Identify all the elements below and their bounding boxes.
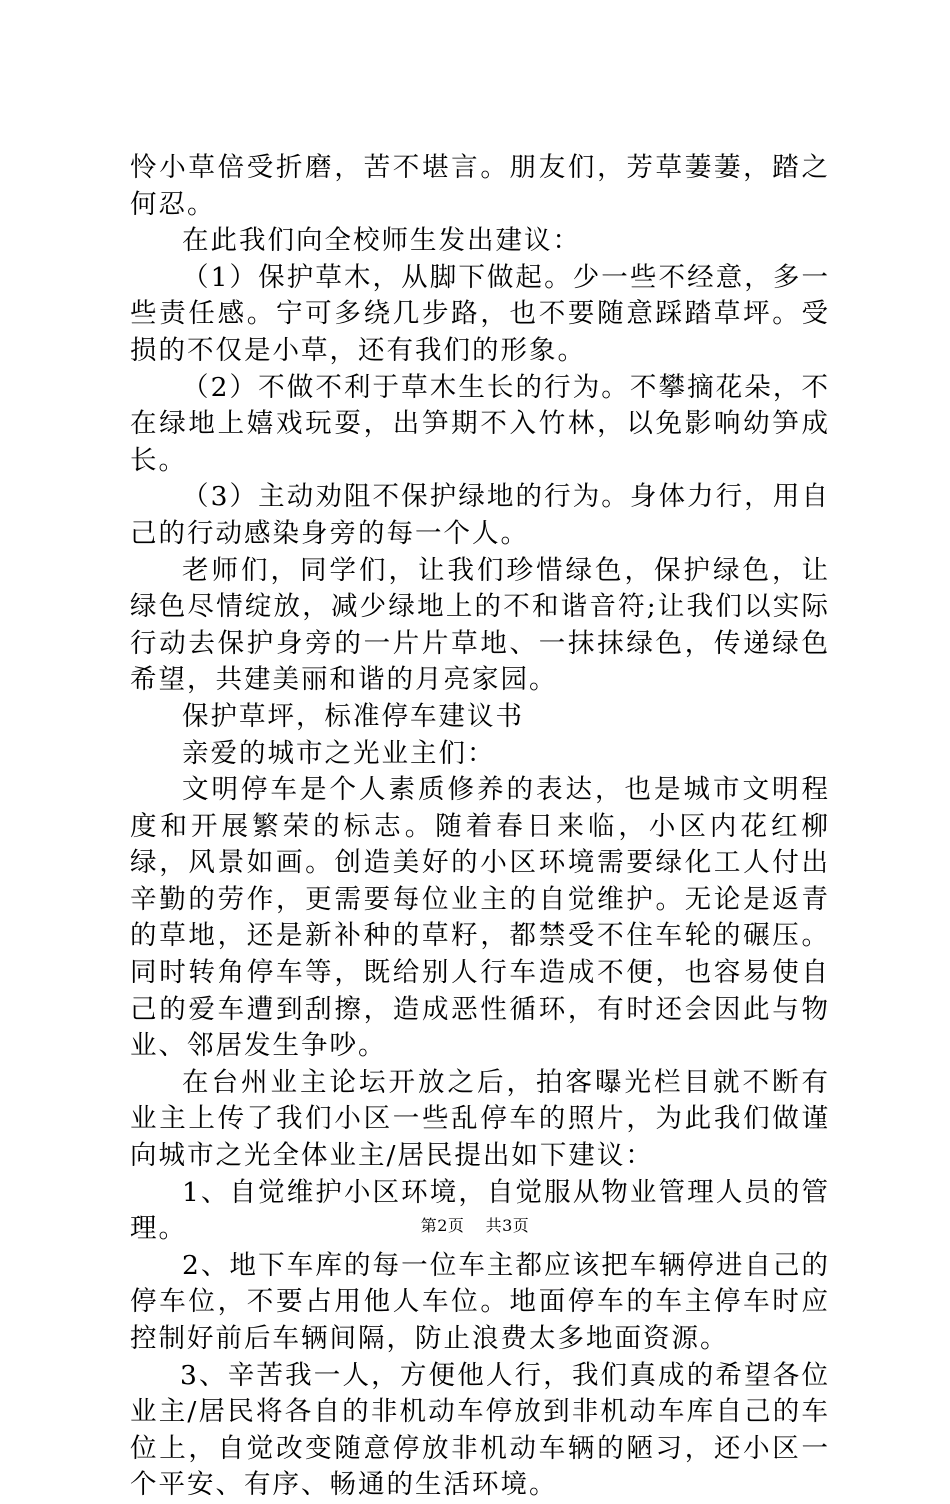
- paragraph-proposal-2: （2）不做不利于草木生长的行为。不攀摘花朵，不在绿地上嬉戏玩耍，出笋期不入竹林，以免影响幼笋成长。: [130, 371, 830, 476]
- document-body: [130, 150, 830, 1504]
- parking-item-3: 3、辛苦我一人，方便他人行，我们真成的希望各位业主/居民将各自的非机动车停放到非机动车库自己的车位上，自觉改变随意停放非机动车辆的陋习，还小区一个平安、有序、畅通的生活环境。: [130, 1359, 830, 1501]
- parking-item-1: 1、自觉维护小区环境，自觉服从物业管理人员的管理。: [130, 1176, 830, 1245]
- salutation: 亲爱的城市之光业主们：: [182, 737, 496, 769]
- page-footer: [0, 1213, 950, 1236]
- paragraph-proposal-intro: 在此我们向全校师生发出建议：: [182, 225, 581, 257]
- page-total: 共3页: [485, 1216, 530, 1235]
- page-number: 第2页: [420, 1216, 465, 1235]
- paragraph-civilized-parking: 文明停车是个人素质修养的表达，也是城市文明程度和开展繁荣的标志。随着春日来临，小区内花红柳绿，风景如画。创造美好的小区环境需要绿化工人付出辛勤的劳作，更需要每位业主的自觉维护。无论是返青的草地，还是新补种的草籽，都禁受不住车轮的碾压。同时转角停车等，既给别人行车造成不便，也容易使自己的爱车遭到刮擦，造成恶性循环，有时还会因此与物业、邻居发生争吵。: [130, 774, 830, 1062]
- paragraph-appeal: 老师们，同学们，让我们珍惜绿色，保护绿色，让绿色尽情绽放，减少绿地上的不和谐音符;让我们以实际行动去保护身旁的一片片草地、一抹抹绿色，传递绿色希望，共建美丽和谐的月亮家园。: [130, 554, 830, 696]
- paragraph-proposal-3: （3）主动劝阻不保护绿地的行为。身体力行，用自己的行动感染身旁的每一个人。: [130, 481, 830, 549]
- paragraph-continuation: 怜小草倍受折磨，苦不堪言。朋友们，芳草萋萋，踏之何忍。: [130, 152, 830, 220]
- paragraph-proposal-1: （1）保护草木，从脚下做起。少一些不经意，多一些责任感。宁可多绕几步路，也不要随意踩踏草坪。受损的不仅是小草，还有我们的形象。: [130, 261, 830, 366]
- paragraph-forum: 在台州业主论坛开放之后，拍客曝光栏目就不断有业主上传了我们小区一些乱停车的照片，为此我们做谨向城市之光全体业主/居民提出如下建议：: [130, 1066, 830, 1172]
- parking-item-2: 2、地下车库的每一位车主都应该把车辆停进自己的停车位，不要占用他人车位。地面停车的车主停车时应控制好前后车辆间隔，防止浪费太多地面资源。: [130, 1249, 830, 1354]
- section-title: 保护草坪，标准停车建议书: [182, 700, 524, 732]
